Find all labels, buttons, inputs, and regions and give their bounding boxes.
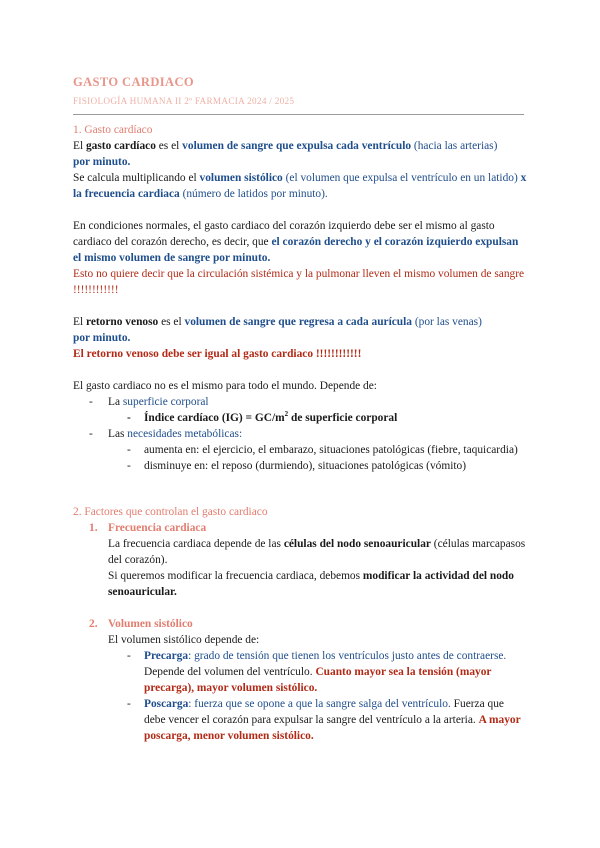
term-nodo-senoauricular: células del nodo senoauricular [283,538,431,550]
highlight-per-minute: por minuto. [73,156,131,168]
highlight-same-volume: el corazón derecho y el corazón izquierdo expulsan el mismo volumen de sangre por minuto. [73,236,519,264]
term-superficie-corporal: superficie corporal [122,396,209,408]
paragraph-retorno-rule: El retorno venoso debe ser igual al gasto cardiaco !!!!!!!!!!!! [73,348,362,360]
text-run: : fuerza que se opone a que la sangre salga del ventrículo. [188,698,451,710]
list-dash: - [127,460,131,472]
text-run: Las [108,428,128,440]
paragraph-normal-conditions [73,218,528,266]
list-dash: - [127,698,131,710]
list-dash: - [127,444,131,456]
list-subitem-aumenta [73,442,528,458]
list-subitem-indice [73,410,528,426]
subheading-frecuencia: Frecuencia cardiaca [108,522,207,534]
list-subitem-poscarga [73,696,528,744]
text-run: Fuerza que debe vencer el corazón para expulsar la sangre del ventrículo a la arteria. [144,698,504,726]
highlight-poscarga-rule: A mayor poscarga, menor volumen sistólico. [144,714,521,742]
formula-text: Índice cardíaco (IG) = GC/m [144,412,285,424]
text-run: La [108,396,123,408]
formula-exponent: 2 [284,410,289,419]
text-run: Depende del volumen del ventrículo. [144,666,316,678]
text-run: El [73,140,86,152]
text-run: (número de latidos por minuto). [179,188,328,200]
list-dash: - [127,412,131,424]
highlight-return-definition: volumen de sangre que regresa a cada aurícula [184,316,412,328]
highlight-per-minute: por minuto. [73,332,131,344]
list-item-necesidades [73,426,528,442]
list-dash: - [89,396,93,408]
term-frecuencia-cardiaca: x la frecuencia cardiaca [73,172,527,200]
term-poscarga: Poscarga [144,698,189,710]
text-run: es el [155,140,183,152]
text-run: (por las venas) [412,316,482,328]
paragraph-depends-on: El gasto cardiaco no es el mismo para todo el mundo. Depende de: [73,380,377,392]
paragraph-gasto-definition [73,138,528,170]
list-subitem-precarga [73,648,528,696]
document-title: GASTO CARDIACO [73,75,195,89]
text-run: El [73,316,86,328]
text-run: es el [158,316,185,328]
subheading-volumen: Volumen sistólico [108,618,193,630]
list-number: 1. [89,522,98,534]
term-retorno-venoso: retorno venoso [85,316,159,328]
text-run: disminuye en: el reposo (durmiendo), situaciones patológicas (vómito) [144,460,467,472]
text-run: En condiciones normales, el gasto cardiaco del corazón izquierdo debe ser el mismo al gasto cardiaco del corazón derecho, es decir, que [73,220,495,248]
term-necesidades-metabolicas: necesidades metabólicas: [127,428,243,440]
list-item-superficie [73,394,528,410]
formula-text: de superficie corporal [288,412,398,424]
list-dash: - [89,428,93,440]
highlight-precarga-rule: Cuanto mayor sea la tensión (mayor precarga), mayor volumen sistólico. [144,666,492,694]
header-divider [73,114,524,115]
text-run: (el volumen que expulsa el ventrículo en un latido) [282,172,518,184]
term-precarga: Precarga [144,650,189,662]
paragraph-calculation [73,170,528,202]
term-volumen-sistolico: volumen sistólico [199,172,283,184]
numbered-heading-volumen [73,616,528,632]
term-gasto-cardiaco: gasto cardíaco [85,140,156,152]
document-body [73,122,528,744]
list-dash: - [127,650,131,662]
paragraph-warning-circulation: Esto no quiere decir que la circulación sistémica y la pulmonar lleven el mismo volumen de sangre !!!!!!!!!!!! [73,268,525,296]
document-subtitle: FISIOLOGÍA HUMANA II 2º FARMACIA 2024 / 2025 [73,96,295,106]
highlight-modificar: modificar la actividad del nodo senoauricular. [108,570,514,598]
text-run: aumenta en: el ejercicio, el embarazo, situaciones patológicas (fiebre, taquicardia) [144,444,518,456]
text-run: (células marcapasos del corazón). [108,538,526,566]
paragraph-volumen-depends: El volumen sistólico depende de: [108,634,260,646]
paragraph-retorno-venoso [73,314,528,346]
list-subitem-disminuye [73,458,528,474]
paragraph-frecuencia-nodo [73,536,528,568]
text-run: La frecuencia cardiaca depende de las [108,538,284,550]
highlight-definition: volumen de sangre que expulsa cada ventrículo [182,140,412,152]
numbered-heading-frecuencia [73,520,528,536]
list-number: 2. [89,618,98,630]
text-run: : grado de tensión que tienen los ventrículos justo antes de contraerse. [188,650,507,662]
text-run: Se calcula multiplicando el [73,172,200,184]
text-run: (hacia las arterias) [411,140,498,152]
text-run: Si queremos modificar la frecuencia cardiaca, debemos [108,570,363,582]
paragraph-frecuencia-modificar [73,568,528,600]
section-2-heading: 2. Factores que controlan el gasto cardiaco [73,506,268,518]
section-1-heading: 1. Gasto cardíaco [73,124,153,136]
